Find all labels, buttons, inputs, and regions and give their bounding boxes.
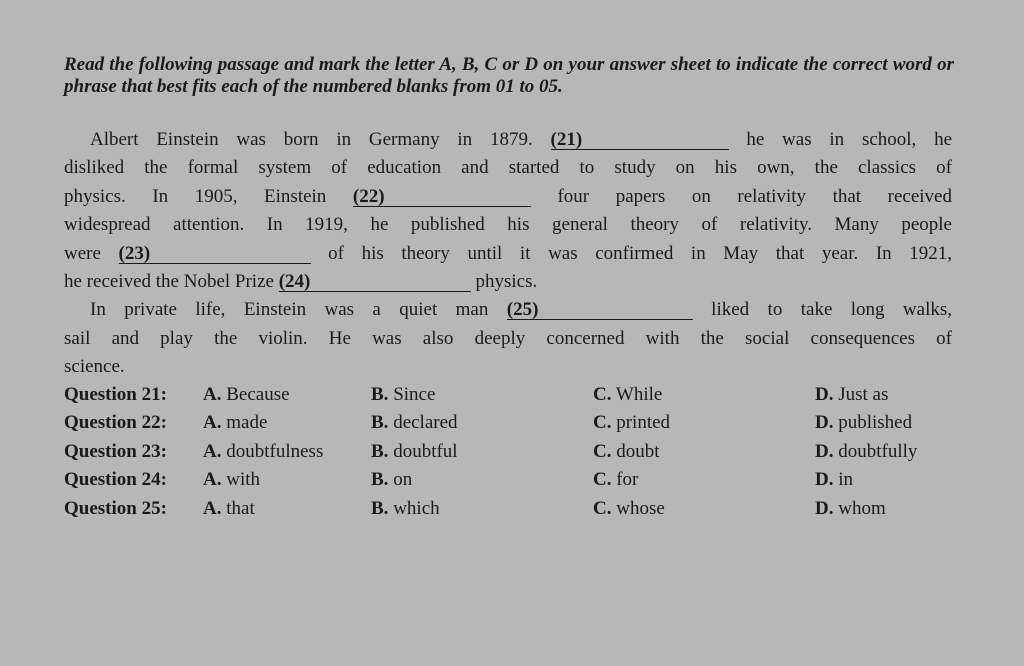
- blank-22: (22): [353, 188, 531, 207]
- option-a[interactable]: A. doubtfulness: [203, 440, 324, 462]
- passage-line: he received the Nobel Prize (24) physics.: [64, 271, 538, 293]
- question-label: Question 23:: [64, 440, 167, 462]
- option-d[interactable]: D. published: [815, 412, 913, 434]
- option-b[interactable]: B. which: [371, 497, 440, 519]
- option-d[interactable]: D. whom: [815, 497, 886, 519]
- option-a[interactable]: A. that: [203, 497, 255, 519]
- question-list: [64, 381, 964, 523]
- passage-line: sail and play the violin. He was also deeply concerned with the social consequences of: [64, 327, 952, 349]
- passage-line: Albert Einstein was born in Germany in 1879. (21) he was in school, he: [90, 129, 953, 150]
- option-c[interactable]: C. While: [593, 384, 663, 405]
- passage-line: were (23) of his theory until it was confirmed in May that year. In 1921,: [64, 242, 953, 264]
- question-row-23: [64, 438, 964, 466]
- option-c[interactable]: C. for: [593, 469, 639, 491]
- blank-24: (24): [279, 273, 471, 292]
- option-c[interactable]: C. whose: [593, 497, 665, 519]
- question-label: Question 24:: [64, 469, 167, 491]
- passage-line: science.: [64, 356, 125, 378]
- blank-21: (21): [551, 131, 729, 150]
- option-d[interactable]: D. Just as: [815, 384, 889, 405]
- question-row-21: [64, 381, 964, 409]
- question-label: Question 21:: [64, 384, 167, 405]
- instruction-text: Read the following passage and mark the letter A, B, C or D on your answer sheet to indicate the correct word or phrase that best fits each of the numbered blanks from 01 to 05.: [64, 54, 954, 97]
- option-d[interactable]: D. in: [815, 469, 854, 491]
- option-c[interactable]: C. doubt: [593, 440, 660, 462]
- option-b[interactable]: B. declared: [371, 412, 458, 434]
- passage-line: physics. In 1905, Einstein (22) four papers on relativity that received: [64, 185, 952, 207]
- passage: [64, 126, 952, 382]
- option-d[interactable]: D. doubtfully: [815, 440, 918, 462]
- passage-line: widespread attention. In 1919, he published his general theory of relativity. Many people: [64, 214, 952, 236]
- option-a[interactable]: A. with: [203, 469, 261, 491]
- option-b[interactable]: B. Since: [371, 384, 436, 405]
- option-b[interactable]: B. on: [371, 469, 413, 491]
- question-row-25: [64, 495, 964, 523]
- question-row-24: [64, 466, 964, 494]
- option-a[interactable]: A. made: [203, 412, 268, 434]
- option-a[interactable]: A. Because: [203, 384, 290, 405]
- question-row-22: [64, 409, 964, 437]
- option-c[interactable]: C. printed: [593, 412, 671, 434]
- option-b[interactable]: B. doubtful: [371, 440, 458, 462]
- blank-23: (23): [119, 245, 311, 264]
- question-label: Question 22:: [64, 412, 167, 434]
- passage-line: In private life, Einstein was a quiet man (25) liked to take long walks,: [90, 299, 953, 321]
- question-label: Question 25:: [64, 497, 167, 519]
- blank-25: (25): [507, 301, 693, 320]
- passage-line: disliked the formal system of education and started to study on his own, the classics of: [64, 157, 952, 179]
